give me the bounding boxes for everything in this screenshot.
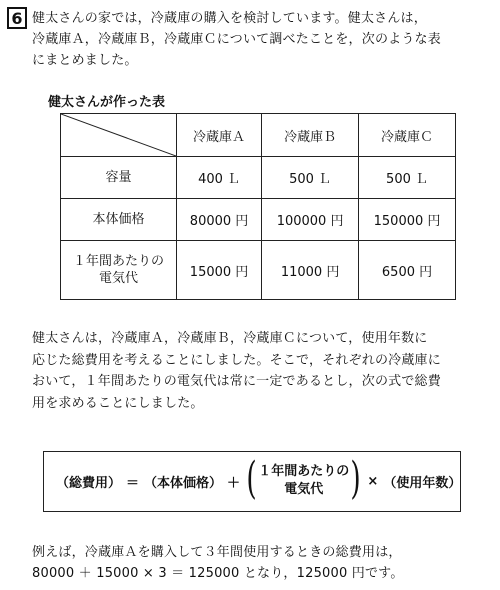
example-line: 例えば，冷蔵庫Ａを購入して３年間使用するときの総費用は， [32,545,402,560]
table-cell: 15000 円 [177,241,262,300]
row-label-line: 容量 [105,170,132,185]
table-cell: 150000 円 [359,199,456,241]
example-text [32,542,497,584]
row-label-price [61,199,177,241]
paragraph-line: 健太さんは，冷蔵庫Ａ，冷蔵庫Ｂ，冷蔵庫Ｃについて，使用年数に [32,331,428,346]
intro-line: にまとめました。 [32,53,138,68]
formula-paren-close: ) [350,453,361,504]
question-number: 6 [7,7,27,29]
intro-line: 冷蔵庫Ａ，冷蔵庫Ｂ，冷蔵庫Ｃについて調べたことを，次のような表 [32,32,441,47]
intro-text [32,8,492,71]
table-cell: 500 Ｌ [359,157,456,199]
formula-times: × [367,473,379,489]
table-title: 健太さんが作った表 [48,95,166,110]
formula-equals: ＝ [126,475,140,491]
intro-line: 健太さんの家では，冷蔵庫の購入を検討しています。健太さんは， [32,11,427,26]
row-label-capacity [61,157,177,199]
formula-paren-open: ( [246,453,257,504]
table-cell: 500 Ｌ [262,157,359,199]
table-row-price [61,199,456,241]
paragraph-line: 応じた総費用を考えることにしました。そこで，それぞれの冷蔵庫に [32,352,441,368]
total-cost-formula [56,452,461,510]
table-corner-cell [61,114,177,157]
formula-term-line: １年間あたりの [258,464,350,479]
table-cell: 11000 円 [262,241,359,300]
table-header-row [61,114,456,157]
column-header-fridge-a: 冷蔵庫Ａ [177,114,262,157]
formula-term-years: （使用年数） [383,475,462,491]
paragraph-line: おいて，１年間あたりの電気代は常に一定であるとし，次の式で総費 [32,374,441,389]
formula-plus: ＋ [227,475,241,491]
explanation-paragraph [32,328,497,414]
row-label-line: 本体価格 [92,212,145,227]
table-cell: 100000 円 [262,199,359,241]
table-cell: 400 Ｌ [177,157,262,199]
diagonal-line [61,114,176,156]
column-header-fridge-b: 冷蔵庫Ｂ [262,114,359,157]
example-line: 80000 ＋ 15000 × 3 ＝ 125000 となり，125000 円です。 [32,566,404,581]
row-label-line: １年間あたりの [72,254,164,269]
table-cell: 80000 円 [177,199,262,241]
column-header-fridge-c: 冷蔵庫Ｃ [359,114,456,157]
formula-box [43,451,461,512]
row-label-line: 電気代 [98,271,138,286]
table-cell: 6500 円 [359,241,456,300]
table-row-electricity [61,241,456,300]
row-label-electricity [61,241,177,300]
refrigerator-table [60,113,456,300]
table-row-capacity [61,157,456,199]
formula-lhs: （総費用） [56,475,122,491]
formula-term-line: 電気代 [284,482,324,497]
formula-term-electricity [258,463,349,499]
paragraph-line: 用を求めることにしました。 [32,395,204,411]
formula-term-price: （本体価格） [144,475,223,491]
